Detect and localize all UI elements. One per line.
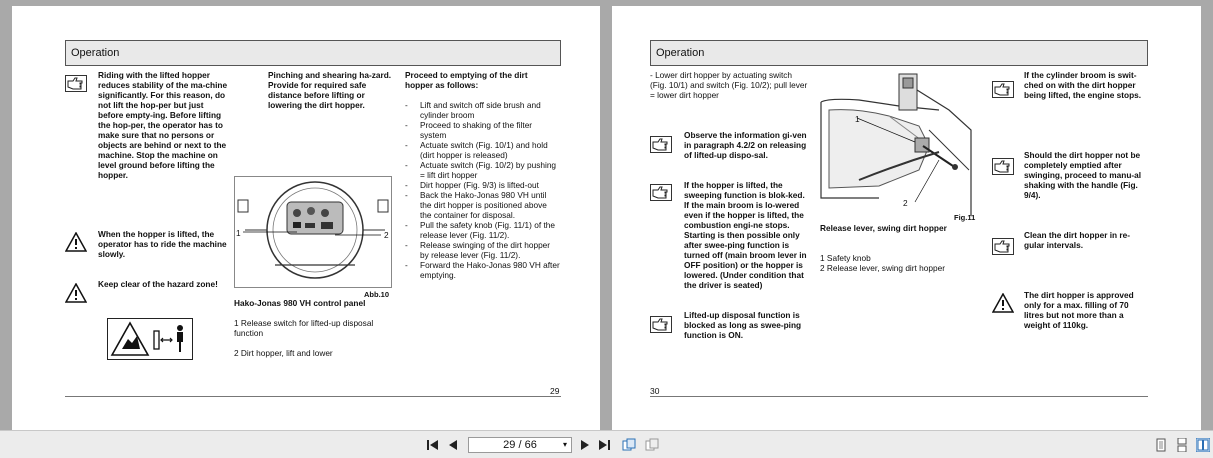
- fit-page-icon[interactable]: [622, 438, 636, 452]
- list-item: - Lift and switch off side brush and cylinder broom: [405, 100, 560, 120]
- section-header: Operation: [650, 40, 1148, 66]
- next-page-icon[interactable]: [578, 438, 592, 452]
- control-panel-figure: [234, 176, 392, 288]
- page-indicator: 29 / 66: [503, 439, 537, 451]
- manual-shaking-note: Should the dirt hopper not be completely emptied after swinging, proceed to manu-al shaking with the handle (Fig. 9/4).: [1024, 150, 1142, 200]
- hand-note-icon: [650, 316, 672, 333]
- pinching-warning: Pinching and shearing ha-zard. Provide for required safe distance before lifting or lowering the dirt hopper.: [268, 70, 392, 110]
- warning-triangle-icon: [65, 232, 87, 252]
- page-number-input[interactable]: [468, 437, 572, 453]
- release-lever-figure: [819, 70, 975, 216]
- hand-note-icon: [650, 136, 672, 153]
- list-item: - Proceed to shaking of the filter system: [405, 120, 560, 140]
- figure-callout-1: 1: [855, 114, 860, 124]
- first-page-icon[interactable]: [425, 438, 439, 452]
- list-item: - Actuate switch (Fig. 10/2) by pushing = lift dirt hopper: [405, 160, 560, 180]
- clean-hopper-note: Clean the dirt hopper in re-gular intervals.: [1024, 230, 1131, 250]
- footer-divider: [650, 396, 1148, 397]
- last-page-icon[interactable]: [598, 438, 612, 452]
- lower-hopper-step: - Lower dirt hopper by actuating switch (Fig. 10/1) and switch (Fig. 10/2); pull lever = lower dirt hopper: [650, 70, 808, 100]
- pinch-hazard-icon: [107, 318, 193, 360]
- list-item: - Dirt hopper (Fig. 9/3) is lifted-out: [405, 180, 560, 190]
- hand-note-icon: [650, 184, 672, 201]
- hand-note-icon: [65, 75, 87, 92]
- warning-triangle-icon: [65, 283, 87, 303]
- figure-callout-1: 1: [236, 228, 241, 238]
- continuous-view-icon[interactable]: [1175, 438, 1189, 452]
- keep-clear-warning: Keep clear of the hazard zone!: [98, 279, 218, 289]
- riding-note: Riding with the lifted hopper reduces stability of the ma-chine significantly. For this reason, do not lift the hop-per but just before empty-ing. Before lifting the hop-per, the operator has to make sure that no persons or objects are behind or next to the machine. Stop the machine on level ground before lifting the hopper.: [98, 70, 228, 180]
- list-item: - Pull the safety knob (Fig. 11/1) of the release lever (Fig. 11/2).: [405, 220, 560, 240]
- list-item: - Actuate switch (Fig. 10/1) and hold (dirt hopper is released): [405, 140, 560, 160]
- max-filling-warning: The dirt hopper is approved only for a max. filling of 70 litres but not more than a weight of 110kg.: [1024, 290, 1134, 330]
- single-page-view-icon[interactable]: [1154, 438, 1168, 452]
- legend-item: 2 Release lever, swing dirt hopper: [820, 263, 945, 273]
- legend-item: 2 Dirt hopper, lift and lower: [234, 348, 333, 358]
- hopper-lifted-note: If the hopper is lifted, the sweeping function is blok-ked. If the main broom is lo-wered even if the hopper is lifted, the combustion engi-ne stops. Starting is then possible only after swee-ping function is turned off (main broom lever in OFF position) or the hopper is lowered. (Under condition that the driver is seated): [684, 180, 807, 290]
- figure-callout-2: 2: [384, 230, 389, 240]
- list-item: - Forward the Hako-Jonas 980 VH after emptying.: [405, 260, 560, 280]
- list-item: - Back the Hako-Jonas 980 VH until the dirt hopper is positioned above the container for disposal.: [405, 190, 560, 220]
- document-page-left: [12, 6, 600, 430]
- hand-note-icon: [992, 158, 1014, 175]
- footer-divider: [65, 396, 561, 397]
- page-number: 30: [650, 386, 660, 396]
- cylinder-broom-note: If the cylinder broom is swit-ched on with the dirt hopper being lifted, the engine stops.: [1024, 70, 1142, 100]
- ride-slowly-warning: When the hopper is lifted, the operator has to ride the machine slowly.: [98, 229, 227, 259]
- figure-callout-2: 2: [903, 198, 908, 208]
- legend-item: 1 Safety knob: [820, 253, 871, 263]
- figure-tag: Abb.10: [364, 290, 390, 299]
- list-item: - Release swinging of the dirt hopper by release lever (Fig. 11/2).: [405, 240, 560, 260]
- disposal-blocked-note: Lifted-up disposal function is blocked as long as swee-ping function is ON.: [684, 310, 802, 340]
- figure-caption: Release lever, swing dirt hopper: [820, 223, 947, 233]
- hand-note-icon: [992, 238, 1014, 255]
- two-page-view-icon[interactable]: [1196, 438, 1210, 452]
- viewer-toolbar: [0, 430, 1213, 458]
- warning-triangle-icon: [992, 293, 1014, 313]
- proceed-title: Proceed to emptying of the dirt hopper as follows:: [405, 70, 528, 90]
- prev-page-icon[interactable]: [446, 438, 460, 452]
- figure-tag: Fig.11: [954, 213, 976, 222]
- fit-width-icon[interactable]: [645, 438, 659, 452]
- chevron-down-icon[interactable]: ▾: [562, 440, 567, 449]
- figure-caption: Hako-Jonas 980 VH control panel: [234, 298, 366, 308]
- page-number: 29: [550, 386, 560, 396]
- hand-note-icon: [992, 81, 1014, 98]
- legend-item: 1 Release switch for lifted-up disposal function: [234, 318, 374, 338]
- document-page-right: [612, 6, 1201, 430]
- section-header: Operation: [65, 40, 561, 66]
- emptying-steps: [405, 100, 560, 280]
- observe-note: Observe the information gi-ven in paragraph 4.2/2 on releasing of lifted-up dispo-sal.: [684, 130, 807, 160]
